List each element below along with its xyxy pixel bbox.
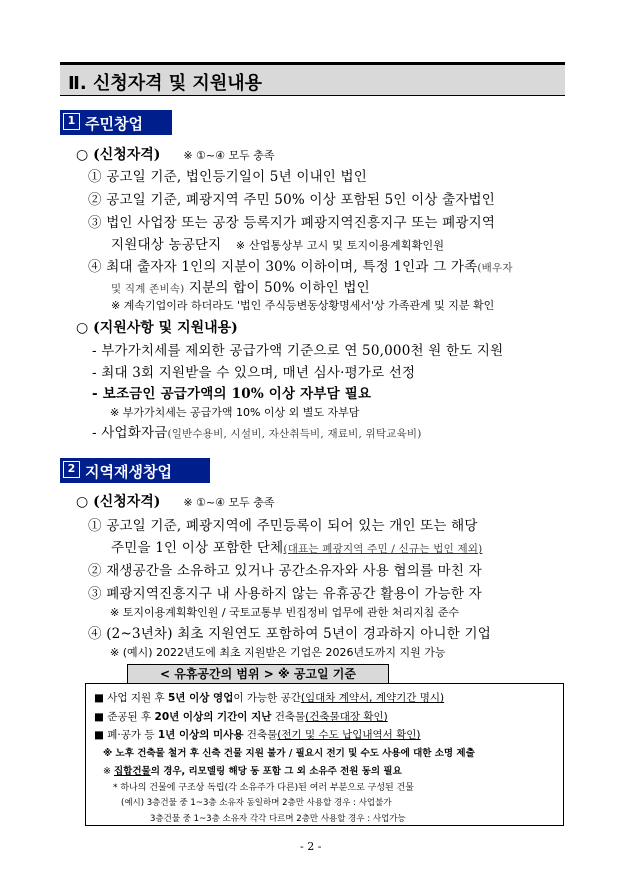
- section-title: Ⅱ. 신청자격 및 지원내용: [68, 73, 262, 94]
- s1-item-4-cont: [111, 276, 370, 296]
- s1-item-4-text: ④ 최대 출자자 1인의 지분이 30% 이하이며, 특정 1인과 그 가족: [88, 259, 478, 275]
- box-item-3-pre: ■ 폐·공가 등: [94, 729, 158, 741]
- subsection-number: 1: [63, 113, 80, 130]
- box-item-1-bold: 5년 이상 영업: [168, 692, 234, 704]
- box-note-3: * 하나의 건물에 구조상 독립(각 소유주가 다른)된 여러 부분으로 구성된 건물: [113, 783, 414, 793]
- s2-item-3: ③ 폐광지역진흥지구 내 사용하지 않는 유휴공간 활용이 가능한 자: [88, 586, 482, 602]
- qualification-heading: [76, 144, 274, 164]
- box-item-2-mid: 건축물: [271, 711, 306, 723]
- support-note: ※ 부가가치세는 공급가액 10% 이상 외 별도 자부담: [110, 406, 360, 419]
- s1-item-3-cont: [111, 233, 444, 253]
- box-item-2-bold: 20년 이상의 기간이 지난: [154, 711, 272, 723]
- s2-item-1: ① 공고일 기준, 폐광지역에 주민등록이 되어 있는 개인 또는 해당: [88, 518, 478, 534]
- s2-item-4-note: ※ (예시) 2022년도에 최초 지원받은 기업은 2026년도까지 지원 가능: [110, 646, 446, 659]
- box-item-2-paren: (건축물대장 확인): [305, 711, 388, 723]
- s1-item-4: [88, 255, 513, 275]
- cost-label: - 사업화자금: [92, 425, 168, 441]
- s1-item-3-note: ※ 산업통상부 고시 및 토지이용계획확인원: [235, 239, 445, 252]
- s1-item-4-cont-text: 지분의 합이 50% 이하인 법인: [184, 280, 370, 296]
- qualification-label: ○ (신청자격): [76, 494, 161, 510]
- support-item-3: - 보조금인 공급가액의 10% 이상 자부담 필요: [92, 386, 372, 402]
- s1-item-4-paren-cont: 및 직계 존비속): [111, 283, 185, 295]
- support-item-1: - 부가가치세를 제외한 공급가액 기준으로 연 50,000천 원 한도 지원: [92, 343, 504, 359]
- box-item-3-bold: 1년 이상의 미사용: [157, 729, 244, 741]
- box-note-2-underlined: 집합건물: [113, 766, 151, 777]
- box-item-1-pre: ■ 사업 지원 후: [94, 692, 168, 704]
- subsection-number: 2: [63, 461, 80, 478]
- vacant-space-tab: < 유휴공간의 범위 > ※ 공고일 기준: [127, 664, 389, 684]
- box-note-1: ※ 노후 건축물 철거 후 신축 건물 지원 불가 / 필요시 전기 및 수도 사용에 대한 소명 제출: [103, 748, 475, 759]
- subsection-title: 주민창업: [85, 115, 143, 133]
- s2-item-4: ④ (2~3년차) 최초 지원연도 포함하여 5년이 경과하지 아니한 기업: [88, 626, 491, 642]
- box-item-2: [94, 709, 388, 724]
- support-item-4: [92, 421, 422, 441]
- s2-item-3-note: ※ 토지이용계획확인원 / 국토교통부 빈집정비 업무에 관한 처리지침 준수: [110, 606, 460, 619]
- support-heading: ○ (지원사항 및 지원내용): [76, 320, 238, 336]
- box-note-2-rest: 의 경우, 리모델링 해당 동 포함 그 외 소유주 전원 동의 필요: [150, 766, 402, 777]
- s1-item-3-text: 지원대상 농공단지: [111, 237, 222, 253]
- s1-item-1: ① 공고일 기준, 법인등기일이 5년 이내인 법인: [88, 169, 368, 185]
- s2-item-1-cont-text: 주민을 1인 이상 포함한 단체: [111, 540, 284, 556]
- box-item-1-paren: (임대차 계약서, 계약기간 명시): [300, 692, 445, 704]
- box-note-5: 3층건물 중 1~3층 소유자 각각 다르며 2층만 사용할 경우 : 사업가능: [150, 814, 406, 824]
- s1-item-3: ③ 법인 사업장 또는 공장 등록지가 폐광지역진흥지구 또는 폐광지역: [88, 215, 496, 231]
- s1-item-4-note: ※ 계속기업이라 하더라도 '법인 주식등변동상황명세서'상 가족관계 및 지분 확인: [111, 299, 495, 312]
- subsection-header-1: [60, 110, 172, 135]
- s2-item-1-paren: (대표는 폐광지역 주민 / 신규는 법인 제외): [283, 543, 483, 555]
- page-number: - 2 -: [300, 840, 322, 853]
- box-note-4: (예시) 3층건물 중 1~3층 소유자 동일하며 2층만 사용할 경우 : 사업불가: [121, 798, 392, 808]
- box-item-2-pre: ■ 준공된 후: [94, 711, 155, 723]
- s2-item-2: ② 재생공간을 소유하고 있거나 공간소유자와 사용 협의를 마친 자: [88, 563, 482, 579]
- support-item-2: - 최대 3회 지원받을 수 있으며, 매년 심사·평가로 선정: [92, 365, 416, 381]
- subsection-header-2: [60, 458, 210, 483]
- box-item-1-mid: 이 가능한 공간: [233, 692, 301, 704]
- s1-item-2: ② 공고일 기준, 폐광지역 주민 50% 이상 포함된 5인 이상 출자법인: [88, 192, 496, 208]
- box-item-3: [94, 727, 421, 742]
- section-header: [60, 62, 565, 96]
- s2-qualification-heading: [76, 491, 274, 511]
- box-note-2-pre: ※: [103, 766, 114, 777]
- s2-item-1-cont: [111, 536, 482, 556]
- cost-detail: (일반수용비, 시설비, 자산취득비, 재료비, 위탁교육비): [167, 428, 422, 440]
- box-note-2: [103, 763, 402, 777]
- qualification-label: ○ (신청자격): [76, 147, 161, 163]
- box-item-1: [94, 690, 444, 705]
- qualification-note: ※ ①~④ 모두 충족: [183, 496, 275, 509]
- box-item-3-mid: 건축물: [243, 729, 278, 741]
- qualification-note: ※ ①~④ 모두 충족: [183, 149, 275, 162]
- s1-item-4-paren: (배우자: [477, 262, 513, 274]
- box-item-3-paren: (전기 및 수도 납입내역서 확인): [277, 729, 421, 741]
- subsection-title: 지역재생창업: [85, 463, 172, 481]
